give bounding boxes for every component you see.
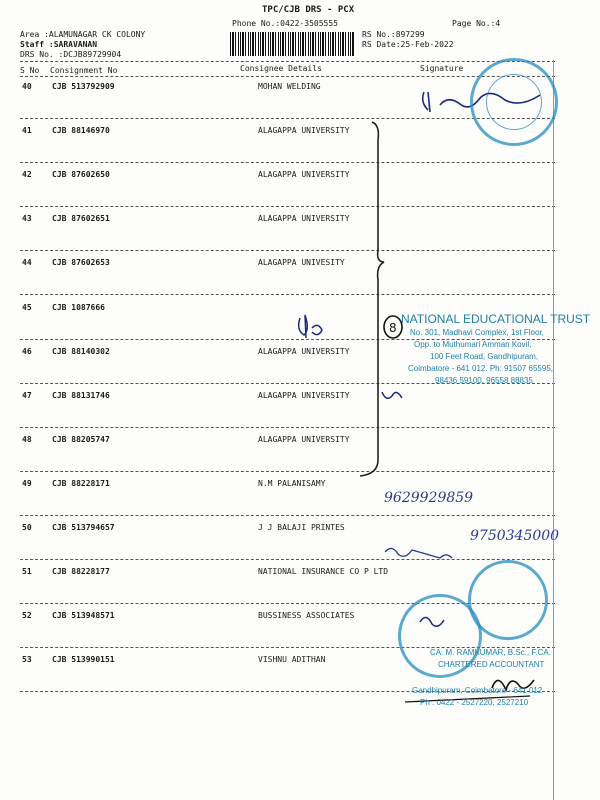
handwritten-phone-2: 9750345000 xyxy=(470,528,560,544)
row-consignment-number: CJB 513792909 xyxy=(52,82,115,91)
column-signature: Signature xyxy=(420,64,464,73)
row-consignee-name: ALAGAPPA UNIVERSITY xyxy=(258,126,350,135)
row-serial-number: 41 xyxy=(22,126,32,135)
trust-stamp-line: No. 301, Madhavi Complex, 1st Floor, xyxy=(410,328,544,337)
round-seal-insurance xyxy=(468,560,548,640)
trust-stamp-line: Opp. to Muthumari Amman Kovil, xyxy=(414,340,532,349)
trust-stamp-line: 98436 59100, 96558 88835 xyxy=(435,376,533,385)
row-serial-number: 43 xyxy=(22,214,32,223)
row-serial-number: 45 xyxy=(22,303,32,312)
row-consignment-number: CJB 87602653 xyxy=(52,258,110,267)
ca-stamp-line: Gandhipuram, Coimbatore - 641 012 xyxy=(412,686,543,695)
row-consignee-name: ALAGAPPA UNIVERSITY xyxy=(258,391,350,400)
row-consignment-number: CJB 1087666 xyxy=(52,303,105,312)
handwritten-phone: 9629929859 xyxy=(384,490,474,506)
ca-stamp-line: Ph : 0422 - 2527220, 2527210 xyxy=(420,698,529,707)
drs-number: DRS No. :DCJB89729904 xyxy=(20,50,122,59)
trust-stamp-name: NATIONAL EDUCATIONAL TRUST xyxy=(401,312,591,326)
row-consignee-name: BUSSINESS ASSOCIATES xyxy=(258,611,355,620)
row-consignee-name: VISHNU ADITHAN xyxy=(258,655,326,664)
ca-stamp-name: CA. M. RAMKUMAR, B.Sc., F.CA. xyxy=(430,648,551,657)
row-consignment-number: CJB 87602651 xyxy=(52,214,110,223)
page-number: Page No.:4 xyxy=(452,19,501,28)
row-consignee-name: N.M PALANISAMY xyxy=(258,479,326,488)
row-consignment-number: CJB 88131746 xyxy=(52,391,110,400)
report-title: TPC/CJB DRS - PCX xyxy=(262,5,355,15)
row-serial-number: 47 xyxy=(22,391,32,400)
row-consignment-number: CJB 88205747 xyxy=(52,435,110,444)
row-serial-number: 52 xyxy=(22,611,32,620)
rs-number: RS No.:897299 xyxy=(362,30,425,39)
initials-47 xyxy=(382,392,402,398)
rs-date: RS Date:25-Feb-2022 xyxy=(362,40,454,49)
area-label: Area :ALAMUNAGAR CK COLONY xyxy=(20,30,146,39)
column-consignee: Consignee Details xyxy=(240,64,322,73)
row-consignment-number: CJB 513990151 xyxy=(52,655,115,664)
row-consignee-name: ALAGAPPA UNIVERSITY xyxy=(258,214,350,223)
row-serial-number: 48 xyxy=(22,435,32,444)
phone-number: Phone No.:0422-3505555 xyxy=(232,19,338,28)
trust-stamp-line: 100 Feet Road, Gandhipuram, xyxy=(430,352,539,361)
row-serial-number: 40 xyxy=(22,82,32,91)
row-serial-number: 42 xyxy=(22,170,32,179)
ca-stamp-line: CHARTERED ACCOUNTANT xyxy=(438,660,545,669)
column-consignment: Consignment No xyxy=(50,66,118,75)
row-consignment-number: CJB 513794657 xyxy=(52,523,115,532)
row-consignment-number: CJB 88140302 xyxy=(52,347,110,356)
row-serial-number: 44 xyxy=(22,258,32,267)
row-consignee-name: MOHAN WELDING xyxy=(258,82,321,91)
row-consignment-number: CJB 513948571 xyxy=(52,611,115,620)
staff-label: Staff :SARAVANAN xyxy=(20,40,98,49)
row-serial-number: 46 xyxy=(22,347,32,356)
column-sno: S No xyxy=(20,66,40,75)
row-serial-number: 53 xyxy=(22,655,32,664)
row-consignee-name: ALAGAPPA UNIVESITY xyxy=(258,258,345,267)
row-consignee-name: ALAGAPPA UNIVERSITY xyxy=(258,170,350,179)
row-consignee-name: ALAGAPPA UNIVERSITY xyxy=(258,435,350,444)
row-serial-number: 50 xyxy=(22,523,32,532)
row-consignee-name: ALAGAPPA UNIVERSITY xyxy=(258,347,350,356)
row-consignee-name: NATIONAL INSURANCE CO P LTD xyxy=(258,567,389,576)
bracket-mark xyxy=(360,122,384,476)
row-consignment-number: CJB 87602650 xyxy=(52,170,110,179)
ditto-mark xyxy=(299,315,322,338)
row-serial-number: 49 xyxy=(22,479,32,488)
row-consignment-number: CJB 88228171 xyxy=(52,479,110,488)
row-consignment-number: CJB 88228177 xyxy=(52,567,110,576)
round-seal-top-inner xyxy=(486,74,542,130)
row-serial-number: 51 xyxy=(22,567,32,576)
row-consignment-number: CJB 88146970 xyxy=(52,126,110,135)
svg-text:8: 8 xyxy=(389,321,397,335)
row-consignee-name: J J BALAJI PRINTES xyxy=(258,523,345,532)
signature-51 xyxy=(385,548,452,558)
trust-stamp-line: Coimbatore - 641 012. Ph: 91507 65595, xyxy=(408,364,553,373)
